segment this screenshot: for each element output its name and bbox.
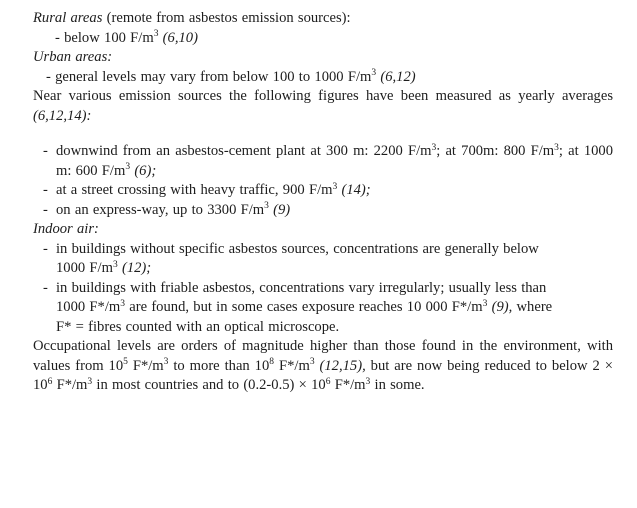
list-item-text: on an express-way, up to 3300 $F/m^3$ (9) (56, 201, 291, 218)
emission-sources-list (33, 142, 613, 220)
indoor-air-list (33, 240, 613, 338)
list-item-street-crossing (43, 181, 613, 201)
list-item-text: downwind from an asbestos-cement plant at 300 m: 2200 $F/m^3$; at 700m: 800 $F/m^3$; at 1000 m: 600 $F/m^3$ (6); (56, 142, 614, 179)
paragraph-occupational-levels: Occupational levels are orders of magnitude higher than those found in the environment, with values from $10^5$ $F*/m^3$ to more than $10^8$ $F*/m^3$ (12,15), but are now being reduced to below $2 \times 10^6$ $F*/m^3$ in most countries and to $(0.2-0.5) \times 10^6$ $F*/m^3$ in some. (33, 338, 613, 393)
list-item-text: in buildings with friable asbestos, concentrations vary irregularly; usually less than 1000 $F*/m^3$ are found, but in some cases exposure reaches 10 000 $F*/m^3$ (9), where F* = fibres counted with an optical microscope. (56, 279, 553, 335)
list-item-text: in buildings without specific asbestos sources, concentrations are generally below 1000 $F/m^3$ (12); (56, 240, 539, 276)
bullet-dash: - (43, 279, 48, 296)
bullet-dash: - (43, 182, 48, 198)
bullet-dash: - (43, 201, 48, 218)
section-heading-rural-areas: Rural areas (remote from asbestos emission sources): (33, 10, 351, 26)
paragraph-emission-sources-intro: Near various emission sources the following figures have been measured as yearly averages (6,12,14): (33, 88, 613, 124)
bullet-dash: - (43, 143, 48, 159)
bullet-dash: - (43, 240, 48, 257)
urban-level-line: - general levels may vary from below 100 to 1000 $F/m^3$ (6,12) (46, 68, 416, 85)
list-item-buildings-friable-asbestos (43, 279, 613, 338)
list-item-express-way (43, 201, 613, 221)
section-heading-indoor-air: Indoor air: (33, 221, 99, 237)
section-heading-urban-areas: Urban areas: (33, 49, 113, 65)
list-item-text: at a street crossing with heavy traffic, 900 $F/m^3$ (14); (56, 181, 371, 198)
rural-level-line: - below 100 $F/m^3$ (6,10) (55, 29, 198, 46)
list-item-asbestos-cement-plant (43, 142, 613, 181)
list-item-buildings-without-sources (43, 240, 613, 279)
